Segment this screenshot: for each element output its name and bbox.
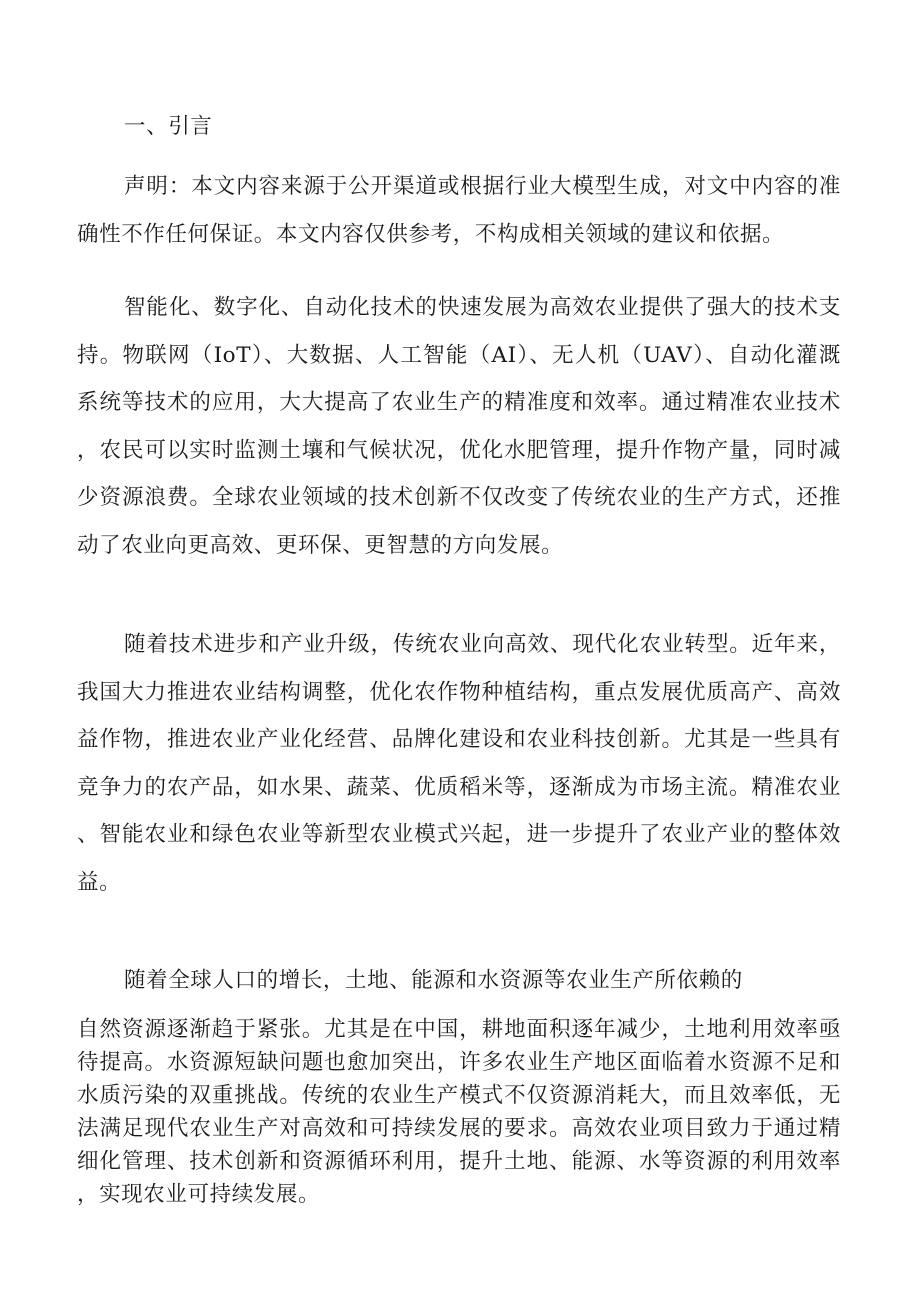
section-heading: 一、引言 bbox=[124, 114, 213, 139]
body-paragraph-transformation: 随着技术进步和产业升级，传统农业向高效、现代化农业转型。近年来，我国大力推进农业结构调整，优化农作物种植结构，重点发展优质高产、高效益作物，推进农业产业化经营、品牌化建设和农业科技创新。尤其是一些具有竞争力的农产品，如水果、蔬菜、优质稻米等，逐渐成为市场主流。精准农业、智能农业和绿色农业等新型农业模式兴起，进一步提升了农业产业的整体效益。 bbox=[77, 632, 841, 895]
body-paragraph-technology: 智能化、数字化、自动化技术的快速发展为高效农业提供了强大的技术支持。物联网（IoT）、大数据、人工智能（AI）、无人机（UAV）、自动化灌溉系统等技术的应用，大大提高了农业生产的精准度和效率。通过精准农业技术，农民可以实时监测土壤和气候状况，优化水肥管理，提升作物产量，同时减少资源浪费。全球农业领域的技术创新不仅改变了传统农业的生产方式，还推动了农业向更高效、更环保、更智慧的方向发展。 bbox=[77, 295, 841, 558]
body-paragraph-resources-continuation: 自然资源逐渐趋于紧张。尤其是在中国，耕地面积逐年减少，土地利用效率亟待提高。水资源短缺问题也愈加突出，许多农业生产地区面临着水资源不足和水质污染的双重挑战。传统的农业生产模式不仅资源消耗大，而且效率低，无法满足现代农业生产对高效和可持续发展的要求。高效农业项目致力于通过精细化管理、技术创新和资源循环利用，提升土地、能源、水等资源的利用效率，实现农业可持续发展。 bbox=[77, 1017, 841, 1207]
disclaimer-paragraph: 声明：本文内容来源于公开渠道或根据行业大模型生成，对文中内容的准确性不作任何保证。本文内容仅供参考，不构成相关领域的建议和依据。 bbox=[77, 174, 841, 247]
body-paragraph-resources-start: 随着全球人口的增长，土地、能源和水资源等农业生产所依赖的 bbox=[124, 968, 743, 993]
